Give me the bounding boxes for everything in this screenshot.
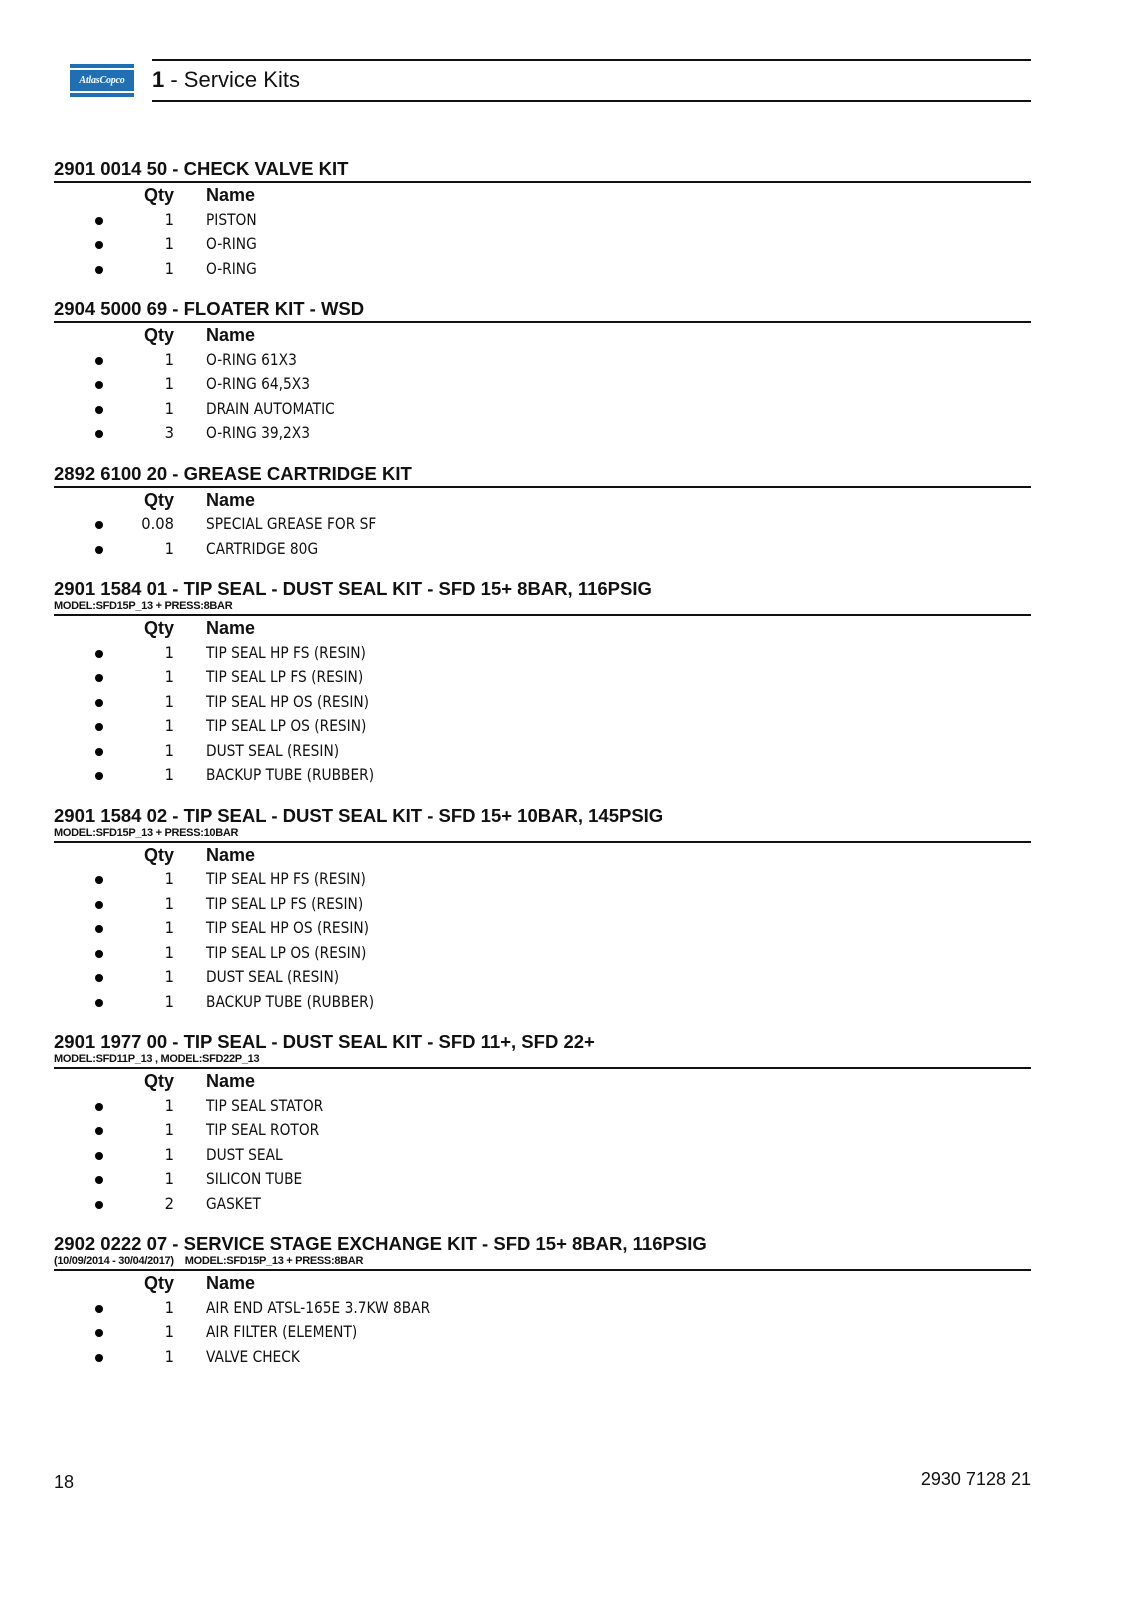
item-qty: 1 (164, 667, 174, 686)
bullet-icon (95, 1354, 103, 1362)
item-name: DUST SEAL (RESIN) (206, 740, 340, 760)
item-qty: 1 (164, 1169, 174, 1188)
item-name: CARTRIDGE 80G (206, 538, 319, 558)
bullet-icon (95, 1176, 103, 1184)
logo-bottom-bar (70, 93, 134, 97)
item-qty: 3 (164, 423, 174, 442)
item-name: TIP SEAL LP FS (RESIN) (206, 893, 364, 913)
name-column-header: Name (206, 489, 256, 510)
bullet-icon (95, 381, 103, 389)
bullet-icon (95, 748, 103, 756)
item-qty: 1 (164, 967, 174, 986)
kit-section (54, 578, 1031, 788)
kit-item-row (54, 665, 1031, 690)
item-name: TIP SEAL ROTOR (206, 1120, 320, 1139)
kit-item-row (54, 916, 1031, 941)
kit-column-header (54, 1069, 1031, 1094)
name-column-header: Name (206, 618, 256, 638)
item-name: TIP SEAL LP OS (RESIN) (206, 716, 367, 735)
item-qty: 1 (164, 893, 174, 913)
item-qty: 1 (164, 258, 174, 278)
kit-column-header (54, 843, 1031, 868)
kit-title: 2901 0014 50 - CHECK VALVE KIT (54, 158, 349, 179)
logo-top-bar (70, 64, 134, 68)
qty-column-header: Qty (144, 618, 175, 638)
bullet-icon (95, 1103, 103, 1111)
kit-item-row (54, 1167, 1031, 1192)
kit-item-row (54, 208, 1031, 233)
name-column-header: Name (206, 844, 256, 865)
kit-item-row (54, 537, 1031, 562)
item-name: TIP SEAL HP FS (RESIN) (206, 642, 366, 662)
kit-item-row (54, 421, 1031, 446)
kit-title: 2904 5000 69 - FLOATER KIT - WSD (54, 298, 365, 319)
bullet-icon (95, 974, 103, 982)
bullet-icon (95, 1127, 103, 1135)
qty-column-header: Qty (144, 325, 175, 345)
item-name: PISTON (206, 209, 257, 229)
kit-column-header (54, 323, 1031, 348)
item-name: O-RING 39,2X3 (206, 423, 310, 442)
item-name: TIP SEAL HP OS (RESIN) (206, 918, 370, 937)
kit-title: 2901 1584 01 - TIP SEAL - DUST SEAL KIT - SFD 15+ 8BAR, 116PSIG (54, 578, 652, 599)
kit-item-row (54, 1143, 1031, 1168)
item-name: VALVE CHECK (206, 1346, 300, 1366)
bullet-icon (95, 266, 103, 274)
item-qty: 1 (164, 209, 174, 229)
item-qty: 1 (164, 942, 174, 962)
item-qty: 1 (164, 918, 174, 937)
kit-item-row (54, 763, 1031, 788)
kit-column-header (54, 488, 1031, 513)
kit-item-row (54, 965, 1031, 990)
item-name: TIP SEAL HP OS (RESIN) (206, 691, 370, 711)
page-header (70, 59, 1031, 103)
kit-model-info: (10/09/2014 - 30/04/2017) MODEL:SFD15P_13 + PRESS:8BAR (54, 1255, 364, 1267)
item-qty: 1 (164, 642, 174, 662)
item-name: DUST SEAL (RESIN) (206, 967, 340, 986)
item-name: GASKET (206, 1193, 261, 1213)
qty-column-header: Qty (144, 489, 175, 510)
kit-item-row (54, 990, 1031, 1015)
item-name: TIP SEAL LP OS (RESIN) (206, 942, 367, 962)
bullet-icon (95, 772, 103, 780)
bullet-icon (95, 999, 103, 1007)
kit-item-row (54, 372, 1031, 397)
kit-column-header (54, 183, 1031, 208)
name-column-header: Name (206, 1273, 256, 1293)
item-name: BACKUP TUBE (RUBBER) (206, 765, 375, 784)
bullet-icon (95, 950, 103, 958)
bullet-icon (95, 357, 103, 365)
item-name: DRAIN AUTOMATIC (206, 398, 335, 418)
kit-item-row (54, 1345, 1031, 1370)
chapter-title: - Service Kits (164, 67, 300, 92)
kit-column-header (54, 1271, 1031, 1296)
bullet-icon (95, 650, 103, 658)
header-bottom-rule (152, 100, 1031, 102)
item-qty: 1 (164, 374, 174, 393)
kit-item-row (54, 714, 1031, 739)
kit-section (54, 805, 1031, 1015)
kit-item-row (54, 348, 1031, 373)
item-qty: 1 (164, 538, 174, 558)
bullet-icon (95, 241, 103, 249)
item-qty: 1 (164, 765, 174, 784)
item-name: SILICON TUBE (206, 1169, 303, 1188)
kit-section (54, 1031, 1031, 1216)
header-top-rule (152, 59, 1031, 61)
bullet-icon (95, 217, 103, 225)
item-qty: 2 (164, 1193, 174, 1213)
item-qty: 1 (164, 1120, 174, 1139)
item-qty: 1 (164, 991, 174, 1011)
kit-model-info: MODEL:SFD15P_13 + PRESS:8BAR (54, 600, 233, 612)
qty-column-header: Qty (144, 844, 175, 865)
page-title (152, 67, 300, 93)
kit-column-header (54, 616, 1031, 641)
item-qty: 1 (164, 691, 174, 711)
bullet-icon (95, 1152, 103, 1160)
qty-column-header: Qty (144, 1273, 175, 1293)
name-column-header: Name (206, 325, 256, 345)
item-name: O-RING (206, 234, 257, 253)
kit-item-row (54, 641, 1031, 666)
kit-section (54, 158, 1031, 281)
bullet-icon (95, 546, 103, 554)
bullet-icon (95, 521, 103, 529)
bullet-icon (95, 876, 103, 884)
item-qty: 1 (164, 740, 174, 760)
item-name: TIP SEAL STATOR (206, 1095, 324, 1115)
bullet-icon (95, 674, 103, 682)
kit-item-row (54, 232, 1031, 257)
bullet-icon (95, 430, 103, 438)
kit-item-row (54, 941, 1031, 966)
kit-item-row (54, 1094, 1031, 1119)
kit-title: 2892 6100 20 - GREASE CARTRIDGE KIT (54, 462, 412, 484)
item-qty: 0.08 (141, 514, 174, 533)
logo-text: AtlasCopco (70, 70, 134, 91)
kit-list (54, 158, 1031, 1386)
item-qty: 1 (164, 1095, 174, 1115)
item-name: AIR FILTER (ELEMENT) (206, 1322, 358, 1341)
kit-item-row (54, 257, 1031, 282)
item-name: SPECIAL GREASE FOR SF (206, 514, 377, 533)
kit-item-row (54, 739, 1031, 764)
item-qty: 1 (164, 349, 174, 369)
kit-title: 2901 1977 00 - TIP SEAL - DUST SEAL KIT - SFD 11+, SFD 22+ (54, 1031, 595, 1052)
kit-item-row (54, 512, 1031, 537)
kit-item-row (54, 867, 1031, 892)
bullet-icon (95, 925, 103, 933)
kit-item-row (54, 892, 1031, 917)
item-name: BACKUP TUBE (RUBBER) (206, 991, 375, 1011)
kit-section (54, 463, 1031, 562)
item-qty: 1 (164, 234, 174, 253)
item-qty: 1 (164, 869, 174, 888)
item-qty: 1 (164, 398, 174, 418)
kit-model-info: MODEL:SFD11P_13 , MODEL:SFD22P_13 (54, 1053, 260, 1065)
item-name: TIP SEAL LP FS (RESIN) (206, 667, 364, 686)
item-name: O-RING (206, 258, 257, 278)
kit-item-row (54, 1192, 1031, 1217)
kit-title: 2902 0222 07 - SERVICE STAGE EXCHANGE KIT - SFD 15+ 8BAR, 116PSIG (54, 1233, 707, 1254)
kit-model-info: MODEL:SFD15P_13 + PRESS:10BAR (54, 826, 239, 839)
kit-title: 2901 1584 02 - TIP SEAL - DUST SEAL KIT - SFD 15+ 10BAR, 145PSIG (54, 804, 664, 826)
bullet-icon (95, 699, 103, 707)
kit-item-row (54, 1296, 1031, 1321)
bullet-icon (95, 1329, 103, 1337)
atlas-copco-logo (70, 64, 134, 97)
item-qty: 1 (164, 1322, 174, 1341)
chapter-number: 1 (152, 67, 165, 92)
item-name: AIR END ATSL-165E 3.7KW 8BAR (206, 1297, 431, 1317)
item-qty: 1 (164, 716, 174, 735)
item-name: DUST SEAL (206, 1144, 283, 1164)
qty-column-header: Qty (144, 185, 175, 205)
item-qty: 1 (164, 1346, 174, 1366)
kit-item-row (54, 1320, 1031, 1345)
kit-item-row (54, 397, 1031, 422)
bullet-icon (95, 406, 103, 414)
kit-section (54, 298, 1031, 446)
name-column-header: Name (206, 185, 256, 205)
item-name: O-RING 64,5X3 (206, 374, 310, 393)
item-qty: 1 (164, 1144, 174, 1164)
kit-item-row (54, 690, 1031, 715)
name-column-header: Name (206, 1071, 256, 1091)
bullet-icon (95, 723, 103, 731)
bullet-icon (95, 901, 103, 909)
kit-item-row (54, 1118, 1031, 1143)
item-name: TIP SEAL HP FS (RESIN) (206, 869, 366, 888)
page-number: 18 (54, 1472, 75, 1492)
bullet-icon (95, 1305, 103, 1313)
qty-column-header: Qty (144, 1071, 175, 1091)
kit-section (54, 1233, 1031, 1369)
document-number: 2930 7128 21 (920, 1469, 1031, 1489)
bullet-icon (95, 1201, 103, 1209)
item-qty: 1 (164, 1297, 174, 1317)
item-name: O-RING 61X3 (206, 349, 297, 369)
